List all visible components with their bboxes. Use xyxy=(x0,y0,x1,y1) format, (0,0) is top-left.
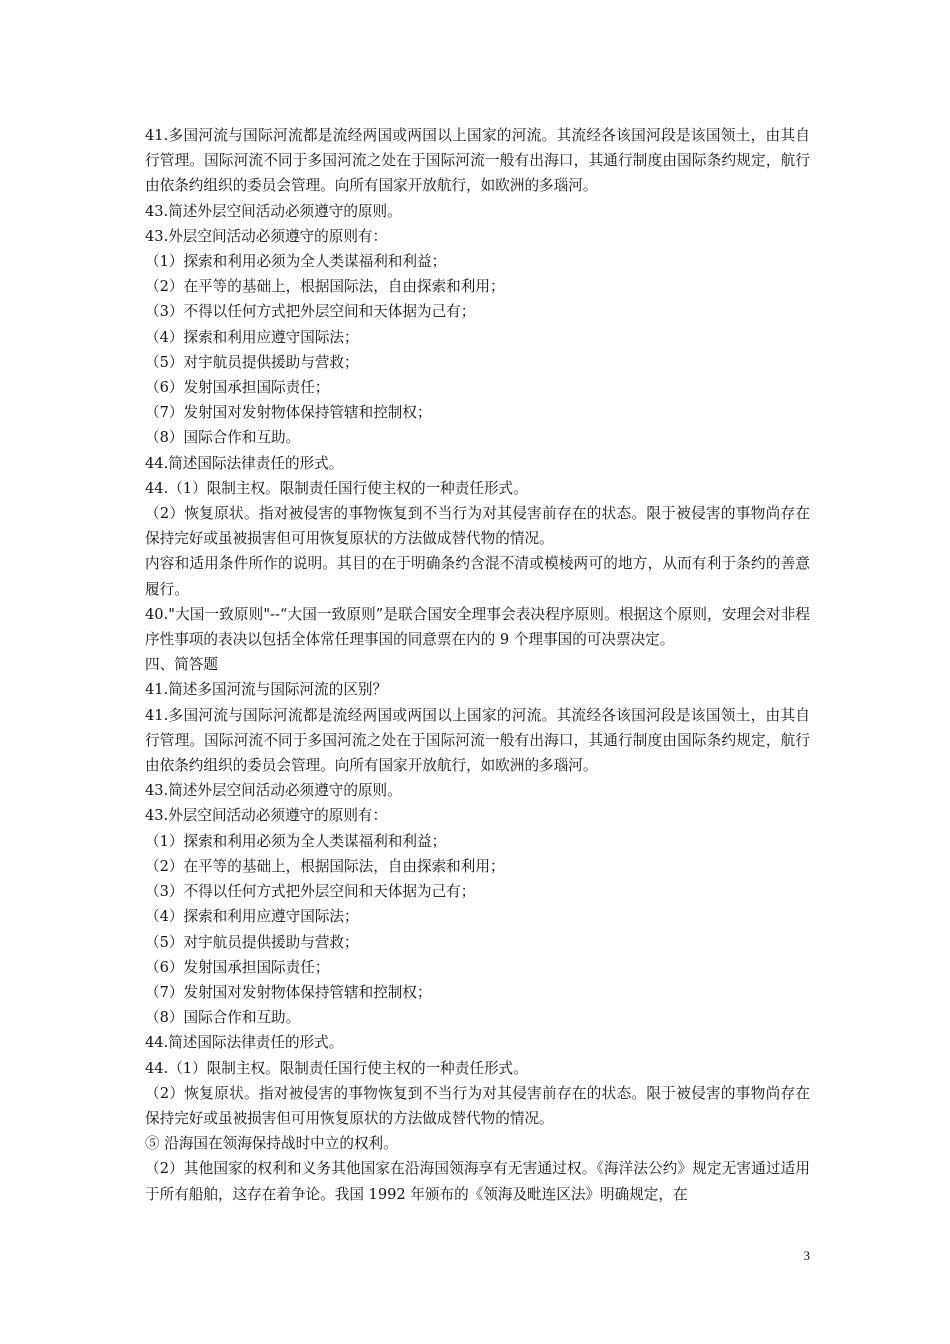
section-heading: 四、简答题 xyxy=(145,656,218,674)
paragraph: 43.简述外层空间活动必须遵守的原则。 xyxy=(145,202,402,220)
paragraph: （3）不得以任何方式把外层空间和天体据为己有； xyxy=(145,303,476,321)
paragraph: 44.（1）限制主权。限制责任国行使主权的一种责任形式。 xyxy=(145,479,528,497)
paragraph: （3）不得以任何方式把外层空间和天体据为己有； xyxy=(145,883,476,901)
paragraph: （1）探索和利用必须为全人类谋福利和利益； xyxy=(145,253,447,271)
paragraph: 43.外层空间活动必须遵守的原则有： xyxy=(145,807,388,825)
paragraph: （7）发射国对发射物体保持管辖和控制权； xyxy=(145,404,432,422)
paragraph: 41.多国河流与国际河流都是流经两国或两国以上国家的河流。其流经各该国河段是该国领土，由其自行管理。国际河流不同于多国河流之处在于国际河流一般有出海口，其通行制度由国际条约规定，航行由依条约组织的委员会管理。向所有国家开放航行，如欧洲的多瑙河。 xyxy=(145,127,810,195)
paragraph: （2）恢复原状。指对被侵害的事物恢复到不当行为对其侵害前存在的状态。限于被侵害的事物尚存在保持完好或虽被损害但可用恢复原状的方法做成替代物的情况。 xyxy=(145,1084,810,1127)
paragraph: （4）探索和利用应遵守国际法； xyxy=(145,328,359,346)
paragraph: 43.简述外层空间活动必须遵守的原则。 xyxy=(145,782,402,800)
paragraph: （5）对宇航员提供援助与营救； xyxy=(145,933,359,951)
paragraph: ⑤ 沿海国在领海保持战时中立的权利。 xyxy=(145,1135,398,1153)
paragraph: 44.简述国际法律责任的形式。 xyxy=(145,1034,344,1052)
paragraph: （8）国际合作和互助。 xyxy=(145,1009,301,1027)
paragraph: 44.简述国际法律责任的形式。 xyxy=(145,454,344,472)
paragraph: 内容和适用条件所作的说明。其目的在于明确条约含混不清或模棱两可的地方，从而有利于条约的善意履行。 xyxy=(145,555,810,598)
paragraph: （2）在平等的基础上，根据国际法，自由探索和利用； xyxy=(145,857,505,875)
page-number: 3 xyxy=(803,1248,810,1263)
paragraph: （4）探索和利用应遵守国际法； xyxy=(145,908,359,926)
paragraph: （8）国际合作和互助。 xyxy=(145,429,301,447)
paragraph: （5）对宇航员提供援助与营救； xyxy=(145,353,359,371)
paragraph: （7）发射国对发射物体保持管辖和控制权； xyxy=(145,983,432,1001)
paragraph: （6）发射国承担国际责任； xyxy=(145,379,330,397)
paragraph: 43.外层空间活动必须遵守的原则有： xyxy=(145,227,388,245)
paragraph: （2）在平等的基础上，根据国际法，自由探索和利用； xyxy=(145,278,505,296)
document-body xyxy=(145,123,810,1207)
paragraph: 44.（1）限制主权。限制责任国行使主权的一种责任形式。 xyxy=(145,1059,528,1077)
paragraph: 40."大国一致原则"--“大国一致原则”是联合国安全理事会表决程序原则。根据这个原则，安理会对非程序性事项的表决以包括全体常任理事国的同意票在内的 9 个理事国的可决票决定。 xyxy=(145,605,810,649)
paragraph: （6）发射国承担国际责任； xyxy=(145,958,330,976)
paragraph: （2）其他国家的权利和义务其他国家在沿海国领海享有无害通过权。《海洋法公约》规定无害通过适用于所有船舶，这存在着争论。我国 1992 年颁布的《领海及毗连区法》明确规定，在 xyxy=(145,1160,810,1203)
paragraph: 41.简述多国河流与国际河流的区别？ xyxy=(145,681,388,699)
paragraph: （1）探索和利用必须为全人类谋福利和利益； xyxy=(145,832,447,850)
paragraph: （2）恢复原状。指对被侵害的事物恢复到不当行为对其侵害前存在的状态。限于被侵害的事物尚存在保持完好或虽被损害但可用恢复原状的方法做成替代物的情况。 xyxy=(145,505,810,548)
paragraph: 41.多国河流与国际河流都是流经两国或两国以上国家的河流。其流经各该国河段是该国领土，由其自行管理。国际河流不同于多国河流之处在于国际河流一般有出海口，其通行制度由国际条约规定，航行由依条约组织的委员会管理。向所有国家开放航行，如欧洲的多瑙河。 xyxy=(145,706,810,775)
